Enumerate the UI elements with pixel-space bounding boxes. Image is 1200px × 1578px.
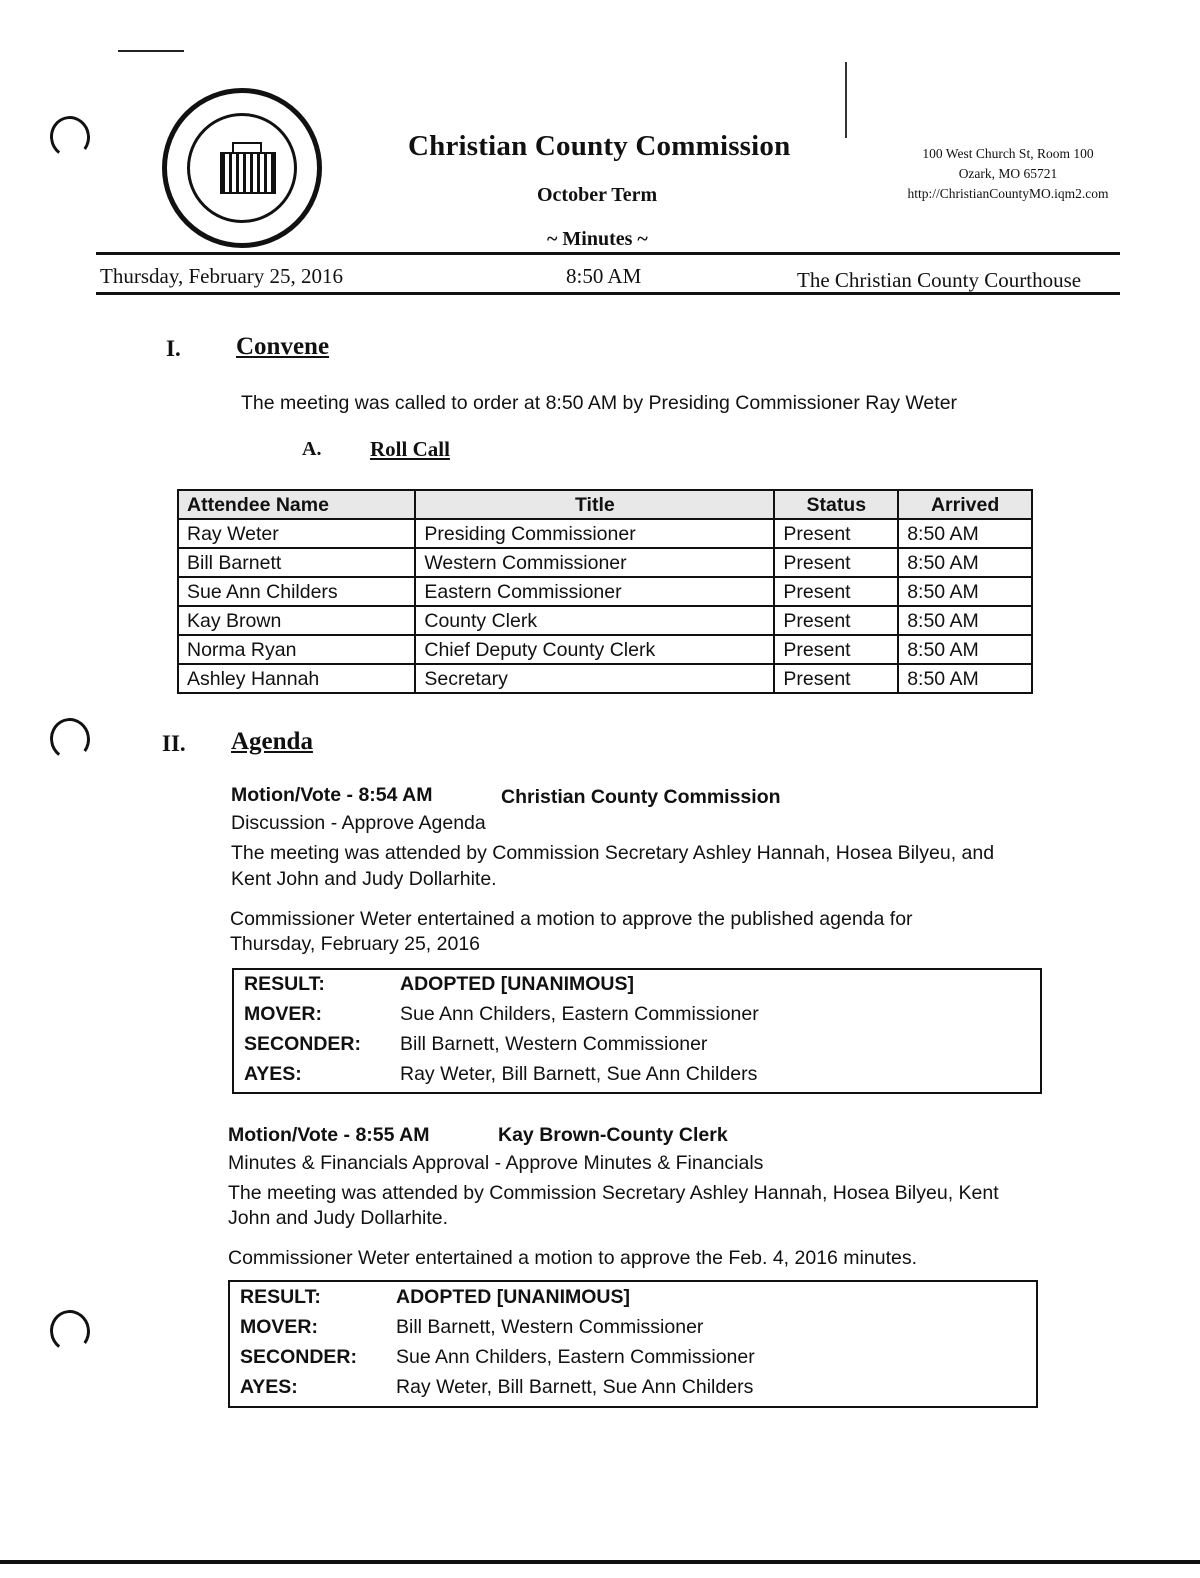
table-row: Norma Ryan Chief Deputy County Clerk Present 8:50 AM [178,635,1032,664]
scan-line-bottom [0,1560,1200,1564]
roll-call-table [177,489,1033,694]
motion-2-label: Motion/Vote - 8:55 AM [228,1124,430,1146]
mover-value: Bill Barnett, Western Commissioner [396,1316,704,1338]
motion-2-discussion: Minutes & Financials Approval - Approve Minutes & Financials [228,1152,764,1174]
table-header-row [178,490,1032,519]
section-number-convene: I. [166,336,181,361]
meeting-time: 8:50 AM [566,264,642,288]
result-value: ADOPTED [UNANIMOUS] [396,1286,630,1308]
motion-1-text-line1: Commissioner Weter entertained a motion to approve the published agenda for [230,908,913,930]
header-rule-bottom [96,292,1120,295]
punch-hole-bottom [47,1307,92,1354]
address-city: Ozark, MO 65721 [958,166,1058,181]
punch-hole-middle [47,715,92,762]
roll-call-letter: A. [302,438,322,460]
section-title-agenda: Agenda [231,728,313,755]
motion-1-label: Motion/Vote - 8:54 AM [231,784,433,806]
table-row: Sue Ann Childers Eastern Commissioner Present 8:50 AM [178,577,1032,606]
table-row: Kay Brown County Clerk Present 8:50 AM [178,606,1032,635]
motion-1-body: Christian County Commission [501,786,781,808]
header-rule-top [96,252,1120,255]
motion-2-body: Kay Brown-County Clerk [498,1124,728,1146]
table-row: Ray Weter Presiding Commissioner Present 8:50 AM [178,519,1032,548]
address-url[interactable]: http://ChristianCountyMO.iqm2.com [907,186,1109,201]
document-title: Christian County Commission [408,130,791,162]
column-header-arrived: Arrived [898,490,1032,519]
county-seal [162,88,322,248]
punch-hole-top [47,113,92,160]
column-header-status: Status [774,490,898,519]
motion-1-attended-line2: Kent John and Judy Dollarhite. [231,868,497,890]
section-number-agenda: II. [162,731,186,756]
address-street: 100 West Church St, Room 100 [922,146,1094,161]
scan-mark-arrow [118,50,184,52]
mover-value: Sue Ann Childers, Eastern Commissioner [400,1003,759,1025]
courthouse-icon [220,152,276,194]
column-header-title: Title [415,490,774,519]
roll-call-title: Roll Call [370,437,450,461]
table-row: Bill Barnett Western Commissioner Present 8:50 AM [178,548,1032,577]
motion-1-attended-line1: The meeting was attended by Commission Secretary Ashley Hannah, Hosea Bilyeu, and [231,842,995,864]
motion-2-attended-line1: The meeting was attended by Commission Secretary Ashley Hannah, Hosea Bilyeu, Kent [228,1182,999,1204]
table-row: Ashley Hannah Secretary Present 8:50 AM [178,664,1032,693]
seconder-value: Sue Ann Childers, Eastern Commissioner [396,1346,755,1368]
motion-1-result-box: RESULT: ADOPTED [UNANIMOUS] MOVER: Sue Ann Childers, Eastern Commissioner SECONDER: Bill Barnett, Western Commissioner AYES: Ray Weter, Bill Barnett, Sue Ann Childers [232,968,1042,1094]
result-value: ADOPTED [UNANIMOUS] [400,973,634,995]
meeting-date: Thursday, February 25, 2016 [100,264,344,288]
address-block [876,146,1140,202]
motion-1-discussion: Discussion - Approve Agenda [231,812,486,834]
motion-2-attended-line2: John and Judy Dollarhite. [228,1207,449,1229]
motion-1-text-line2: Thursday, February 25, 2016 [230,933,481,955]
convene-text: The meeting was called to order at 8:50 AM by Presiding Commissioner Ray Weter [241,392,958,414]
term-label: October Term [537,184,658,206]
column-header-attendee: Attendee Name [178,490,415,519]
ayes-value: Ray Weter, Bill Barnett, Sue Ann Childers [396,1376,754,1398]
meeting-location: The Christian County Courthouse [797,268,1082,292]
seconder-value: Bill Barnett, Western Commissioner [400,1033,708,1055]
motion-2-result-box: RESULT: ADOPTED [UNANIMOUS] MOVER: Bill Barnett, Western Commissioner SECONDER: Sue Ann Childers, Eastern Commissioner AYES: Ray Weter, Bill Barnett, Sue Ann Childers [228,1280,1038,1408]
section-title-convene: Convene [236,333,330,360]
ayes-value: Ray Weter, Bill Barnett, Sue Ann Childers [400,1063,758,1085]
motion-2-text-line1: Commissioner Weter entertained a motion to approve the Feb. 4, 2016 minutes. [228,1247,918,1269]
minutes-label: ~ Minutes ~ [547,228,648,250]
scan-line-vertical [845,62,847,138]
